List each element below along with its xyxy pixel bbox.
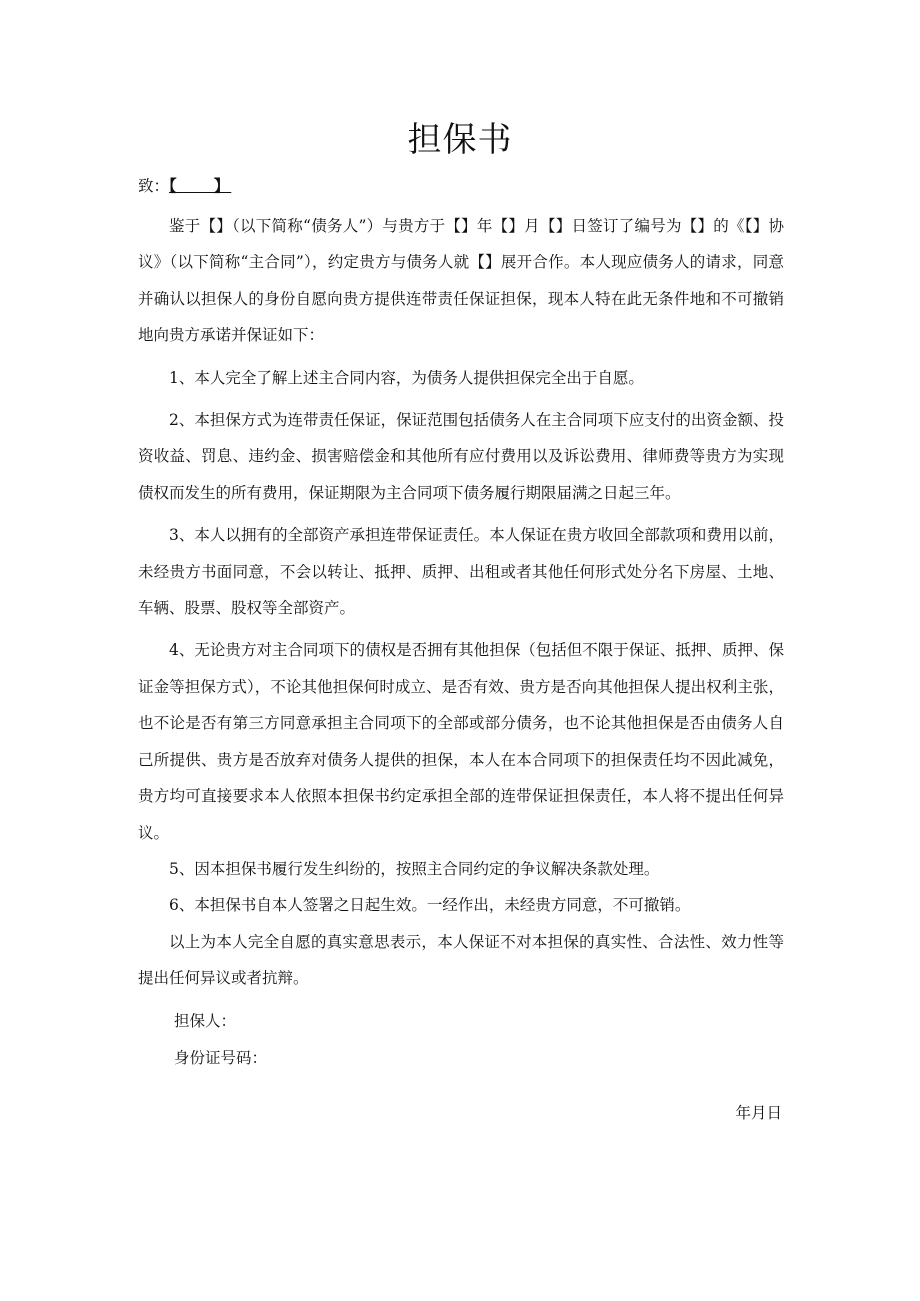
recital-paragraph: 鉴于【】（以下简称“债务人”）与贵方于【】年【】月【】日签订了编号为【】的《【】协议》（以下简称“主合同”），约定贵方与债务人就【】展开合作。本人现应债务人的请求，同意并确认以担保人的身份自愿向贵方提供连带责任保证担保，现本人特在此无条件地和不可撤销地向贵方承诺并保证如下： xyxy=(138,217,784,345)
clause-4: 4、无论贵方对主合同项下的债权是否拥有其他担保（包括但不限于保证、抵押、质押、保证金等担保方式），不论其他担保何时成立、是否有效、贵方是否向其他担保人提出权利主张，也不论是否有第三方同意承担主合同项下的全部或部分债务，也不论其他担保是否由债务人自己所提供、贵方是否放弃对债务人提供的担保，本人在本合同项下的担保责任均不因此减免，贵方均可直接要求本人依照本担保书约定承担全部的连带保证担保责任，本人将不提出任何异议。 xyxy=(138,641,784,842)
clause-1: 1、本人完全了解上述主合同内容，为债务人提供担保完全出于自愿。 xyxy=(169,368,644,387)
clause-5: 5、因本担保书履行发生纠纷的，按照主合同约定的争议解决条款处理。 xyxy=(169,859,660,878)
guarantor-label: 担保人： xyxy=(174,1012,237,1030)
closing-statement: 以上为本人完全自愿的真实意思表示，本人保证不对本担保的真实性、合法性、效力性等提出任何异议或者抗辩。 xyxy=(138,932,784,988)
clause-3: 3、本人以拥有的全部资产承担连带保证责任。本人保证在贵方收回全部款项和费用以前，未经贵方书面同意，不会以转让、抵押、质押、出租或者其他任何形式处分名下房屋、土地、车辆、股票、股权等全部资产。 xyxy=(138,526,784,618)
addressee-line xyxy=(138,174,231,198)
addressee-blank: 【 】 xyxy=(169,176,232,195)
clause-2: 2、本担保方式为连带责任保证，保证范围包括债务人在主合同项下应支付的出资金额、投资收益、罚息、违约金、损害赔偿金和其他所有应付费用以及诉讼费用、律师费等贵方为实现债权而发生的所有费用，保证期限为主合同项下债务履行期限届满之日起三年。 xyxy=(138,411,784,502)
addressee-prefix: 致： xyxy=(138,177,170,195)
document-body xyxy=(138,208,784,997)
document-title: 担保书 xyxy=(407,120,513,160)
id-number-label: 身份证号码： xyxy=(174,1049,268,1067)
clause-6: 6、本担保书自本人签署之日起生效。一经作出，未经贵方同意，不可撤销。 xyxy=(169,896,691,915)
date-label: 年月日 xyxy=(735,1104,782,1122)
